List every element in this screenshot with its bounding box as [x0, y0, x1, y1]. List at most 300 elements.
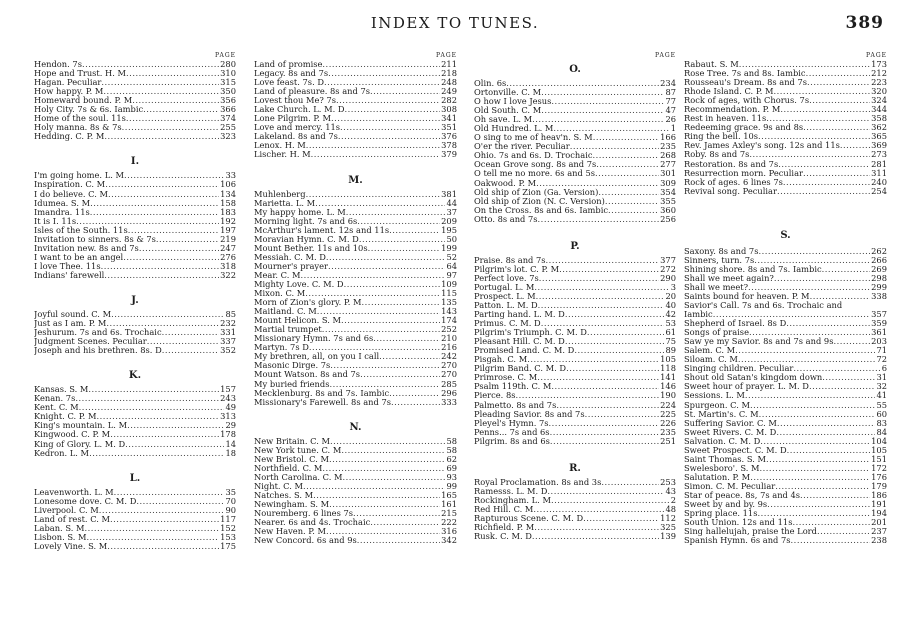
- page-ref: 311: [871, 168, 887, 178]
- leader-dots: [101, 262, 220, 271]
- page-ref: 152: [220, 523, 236, 533]
- index-entry: [684, 310, 887, 319]
- leader-dots: [329, 500, 440, 509]
- page-ref: 201: [871, 518, 887, 528]
- tune-title: Ortonville. C. M: [474, 88, 542, 98]
- index-entry: [254, 253, 457, 262]
- page-ref: 62: [446, 454, 457, 464]
- leader-dots: [110, 515, 219, 524]
- index-entry: [254, 307, 457, 316]
- leader-dots: [99, 506, 225, 515]
- page-ref: 18: [225, 448, 236, 458]
- tune-title: Lonesome dove. C. M. D: [34, 496, 137, 506]
- index-entry: [474, 319, 676, 328]
- tune-title: Portugal. L. M: [474, 282, 535, 292]
- leader-dots: [533, 505, 664, 514]
- leader-dots: [534, 523, 659, 532]
- tune-title: Prospect. L. M: [474, 291, 536, 301]
- page-ref: 235: [660, 142, 676, 152]
- page-ref: 234: [660, 79, 676, 88]
- entry-group: [474, 256, 676, 446]
- entry-group: [34, 60, 236, 141]
- index-entry: [474, 97, 676, 106]
- page-ref: 83: [876, 418, 887, 428]
- tune-title: On the Cross. 8s and 6s. Iambic: [474, 205, 609, 215]
- tune-title: Sessions. L. M: [684, 391, 745, 401]
- leader-dots: [357, 536, 440, 545]
- leader-dots: [317, 307, 440, 316]
- leader-dots: [758, 247, 870, 256]
- index-entry: [474, 283, 676, 292]
- leader-dots: [556, 401, 659, 410]
- page-ref: [886, 301, 887, 310]
- leader-dots: [547, 487, 664, 496]
- index-entry: [254, 96, 457, 105]
- tune-title: Martyn. 7s D: [254, 343, 309, 353]
- index-entry: [34, 69, 236, 78]
- leader-dots: [309, 343, 440, 352]
- index-entry: [684, 391, 887, 400]
- tune-title: How happy. P. M: [34, 87, 104, 97]
- leader-dots: [774, 87, 871, 96]
- leader-dots: [595, 169, 659, 178]
- page-ref: 337: [220, 337, 236, 347]
- tune-title: Promised Land. C. M. D: [474, 346, 575, 356]
- index-entry: [474, 523, 676, 532]
- index-entry: [34, 403, 236, 412]
- leader-dots: [306, 141, 440, 150]
- leader-dots: [326, 253, 446, 262]
- leader-dots: [822, 373, 875, 382]
- index-entry: [34, 497, 236, 506]
- tune-title: Shining shore. 8s and 7s. Iambic: [684, 264, 822, 274]
- page-ref: 298: [871, 273, 887, 283]
- page-ref: 224: [660, 400, 676, 410]
- index-entry: [684, 69, 887, 78]
- tune-title: Rose Tree. 7s and 8s. Iambic: [684, 69, 806, 79]
- index-entry: [684, 160, 887, 169]
- section-letter: M.: [348, 174, 363, 186]
- index-entry: [254, 208, 457, 217]
- tune-title: Home of the soul. 11s: [34, 114, 126, 124]
- leader-dots: [370, 87, 440, 96]
- tune-title: Jeshurum. 7s and 6s. Trochaic: [34, 328, 162, 338]
- page-ref: 243: [220, 394, 236, 404]
- tune-title: North Carolina. C. M: [254, 472, 343, 482]
- tune-title: Masonic Dirge. 7s: [254, 361, 331, 371]
- leader-dots: [745, 391, 876, 400]
- index-entry: [474, 79, 676, 88]
- index-entry: [34, 524, 236, 533]
- index-entry: [474, 478, 676, 487]
- tune-title: Ramesss. L. M. D: [474, 486, 548, 496]
- leader-dots: [587, 328, 665, 337]
- section-letter: J.: [131, 294, 139, 306]
- index-entry: [474, 437, 676, 446]
- leader-dots: [147, 337, 219, 346]
- page-ref: 90: [225, 505, 236, 515]
- index-entry: [684, 446, 887, 455]
- leader-dots: [749, 328, 870, 337]
- page-ref: 377: [660, 255, 676, 265]
- index-entry: [684, 319, 887, 328]
- page-ref: 316: [441, 527, 457, 537]
- page-ref: 331: [220, 328, 236, 338]
- tune-title: Sinners, turn. 7s: [684, 255, 755, 265]
- page-column-header: PAGE: [436, 52, 457, 59]
- tune-title: Lake Church. L. M. D: [254, 105, 345, 115]
- page-ref: 47: [665, 106, 676, 116]
- leader-dots: [776, 428, 875, 437]
- index-entry: [684, 328, 887, 337]
- index-entry: [474, 292, 676, 301]
- index-entry: [474, 169, 676, 178]
- leader-dots: [89, 449, 224, 458]
- leader-dots: [359, 235, 446, 244]
- tune-title: Rest in heaven. 11s: [684, 114, 767, 124]
- tune-title: Hagan. Peculiar: [34, 78, 102, 88]
- tune-title: Maitland. C. M: [254, 307, 317, 317]
- tune-title: My brethren, all, on you I call: [254, 352, 380, 362]
- leader-dots: [106, 319, 219, 328]
- leader-dots: [162, 346, 219, 355]
- page-ref: 253: [660, 477, 676, 487]
- index-entry: [684, 509, 887, 518]
- section-letter: K.: [128, 370, 142, 382]
- index-entry: [34, 217, 236, 226]
- leader-dots: [124, 171, 224, 180]
- tune-title: Nouremberg. 6 lines 7s: [254, 509, 354, 519]
- page-ref: 42: [665, 310, 676, 320]
- page-ref: 158: [220, 198, 236, 208]
- leader-dots: [330, 361, 440, 370]
- index-entry: [684, 428, 887, 437]
- section-letter: L.: [129, 472, 141, 484]
- leader-dots: [389, 226, 440, 235]
- leader-dots: [136, 497, 224, 506]
- leader-dots: [767, 500, 870, 509]
- index-entry: [684, 187, 887, 196]
- page-ref: 33: [225, 171, 236, 181]
- index-entry: [34, 488, 236, 497]
- index-entry: [474, 337, 676, 346]
- tune-title: Night. C. M: [254, 481, 303, 491]
- leader-dots: [79, 403, 225, 412]
- index-entry: [254, 244, 457, 253]
- tune-title: Joseph and his brethren. 8s. D: [34, 346, 162, 356]
- page-ref: 197: [220, 225, 236, 235]
- tune-title: Shout old Satan's kingdom down: [684, 373, 823, 383]
- leader-dots: [322, 325, 440, 334]
- leader-dots: [125, 440, 224, 449]
- tune-title: Indians' farewell: [34, 270, 105, 280]
- page-ref: 269: [871, 264, 887, 274]
- index-entry: [34, 506, 236, 515]
- tune-title: It is I. 11s: [34, 216, 77, 226]
- page-ref: 242: [441, 352, 457, 362]
- leader-dots: [362, 298, 441, 307]
- page-ref: 215: [441, 509, 457, 519]
- page-number: 389: [845, 13, 884, 33]
- tune-title: Saint Thomas. S. M: [684, 454, 766, 464]
- tune-title: Kedron. L. M: [34, 448, 90, 458]
- leader-dots: [713, 310, 870, 319]
- leader-dots: [739, 60, 870, 69]
- tune-title: Shall we meet again?: [684, 273, 774, 283]
- leader-dots: [340, 123, 440, 132]
- index-entry: [254, 473, 457, 482]
- index-entry: [34, 262, 236, 271]
- page-ref: 333: [441, 397, 457, 407]
- entry-group: [254, 60, 457, 160]
- page-ref: 166: [660, 133, 676, 143]
- index-entry: [34, 346, 236, 355]
- tune-title: Holy City. 7s & 6s. Iambic: [34, 105, 144, 115]
- tune-title: Lenox. H. M: [254, 141, 306, 151]
- page-ref: 218: [441, 69, 457, 79]
- index-entry: [34, 235, 236, 244]
- page-ref: 222: [441, 518, 457, 528]
- leader-dots: [76, 217, 219, 226]
- page-ref: 195: [441, 225, 457, 235]
- index-entry: [34, 421, 236, 430]
- index-entry: [474, 346, 676, 355]
- leader-dots: [324, 78, 440, 87]
- page-ref: 69: [446, 463, 457, 473]
- page-ref: 299: [871, 282, 887, 292]
- page-ref: 280: [220, 60, 236, 69]
- tune-title: Redeeming grace. 9s and 8s: [684, 123, 804, 133]
- index-entry: [474, 160, 676, 169]
- tune-title: Missionary's Farewell. 8s and 7s: [254, 397, 391, 407]
- index-entry: [684, 455, 887, 464]
- tune-title: Knight. C. P. M: [34, 412, 97, 422]
- index-entry: [474, 419, 676, 428]
- index-entry: [254, 262, 457, 271]
- page-ref: 254: [871, 186, 887, 196]
- leader-dots: [353, 509, 440, 518]
- tune-title: Oh save. L. M: [474, 115, 533, 125]
- page-ref: 282: [441, 96, 457, 106]
- leader-dots: [315, 199, 445, 208]
- page-ref: 178: [220, 430, 236, 440]
- leader-dots: [343, 473, 446, 482]
- page-ref: 109: [441, 279, 457, 289]
- index-entry: [474, 487, 676, 496]
- tune-title: Lovest thou Me? 7s: [254, 96, 337, 106]
- index-entry: [254, 352, 457, 361]
- page-ref: 356: [220, 96, 236, 106]
- leader-dots: [82, 60, 219, 69]
- tune-title: Palmetto. 8s and 7s: [474, 400, 557, 410]
- page-ref: 212: [871, 69, 887, 79]
- tune-title: Revival song. Peculiar: [684, 186, 777, 196]
- page-ref: 255: [220, 123, 236, 133]
- page-ref: 49: [225, 403, 236, 413]
- index-entry: [254, 226, 457, 235]
- page-ref: 281: [871, 159, 887, 169]
- page-ref: 35: [225, 487, 236, 497]
- page-ref: 3: [670, 282, 676, 292]
- page-ref: 32: [876, 382, 887, 392]
- index-entry: [474, 505, 676, 514]
- leader-dots: [565, 310, 665, 319]
- tune-title: Praise. 8s and 7s: [474, 255, 546, 265]
- tune-title: South Union. 12s and 11s: [684, 518, 793, 528]
- tune-title: Land of rest. C. M: [34, 514, 111, 524]
- page-ref: 344: [871, 105, 887, 115]
- index-entry: [254, 114, 457, 123]
- index-entry: [684, 274, 887, 283]
- index-entry: [684, 256, 887, 265]
- page-ref: 203: [871, 337, 887, 347]
- tune-title: New Britain. C. M: [254, 436, 331, 446]
- entry-group: [474, 79, 676, 224]
- page-ref: 112: [660, 513, 676, 523]
- index-entry: [254, 60, 457, 69]
- index-entry: [684, 265, 887, 274]
- page-ref: 115: [441, 289, 457, 299]
- tune-title: Royal Proclamation. 8s and 3s: [474, 477, 602, 487]
- index-entry: [474, 124, 676, 133]
- tune-title: Northfield. C. M: [254, 463, 323, 473]
- page-ref: 301: [660, 169, 676, 179]
- leader-dots: [126, 69, 219, 78]
- page-ref: 87: [665, 88, 676, 98]
- leader-dots: [793, 364, 880, 373]
- index-entry: [34, 132, 236, 141]
- tune-title: Salutation. P. M: [684, 472, 751, 482]
- index-entry: [474, 373, 676, 382]
- leader-dots: [328, 262, 445, 271]
- tune-title: I do believe. C. M: [34, 189, 108, 199]
- page-ref: 240: [871, 177, 887, 187]
- tune-title: Leavenworth. L. M: [34, 487, 114, 497]
- tune-title: Recommendation. P. M: [684, 105, 781, 115]
- index-entry: [474, 355, 676, 364]
- leader-dots: [791, 536, 871, 545]
- tune-title: Kingwood. C. P. M: [34, 430, 111, 440]
- leader-dots: [760, 464, 871, 473]
- index-entry: [474, 151, 676, 160]
- leader-dots: [75, 394, 219, 403]
- page-ref: 318: [220, 261, 236, 271]
- leader-dots: [532, 532, 659, 541]
- page-ref: 361: [871, 328, 887, 338]
- page-ref: 360: [660, 205, 676, 215]
- page-ref: 355: [660, 196, 676, 206]
- index-entry: [684, 114, 887, 123]
- index-column-3: [474, 51, 676, 541]
- leader-dots: [303, 482, 445, 491]
- page-ref: 104: [871, 436, 887, 446]
- leader-dots: [301, 271, 446, 280]
- tune-title: I'm going home. L. M: [34, 171, 124, 181]
- tune-title: Spring place. 11s: [684, 509, 758, 519]
- index-column-2: [254, 51, 457, 545]
- tune-title: Pleading Savior. 8s and 7s: [474, 409, 585, 419]
- leader-dots: [123, 253, 219, 262]
- leader-dots: [85, 524, 220, 533]
- leader-dots: [107, 542, 219, 551]
- index-entry: [34, 171, 236, 180]
- tune-title: Messiah. C. M. D: [254, 252, 326, 262]
- page-ref: 310: [220, 69, 236, 79]
- index-entry: [34, 87, 236, 96]
- tune-title: New York tune. C. M: [254, 445, 342, 455]
- index-entry: [34, 244, 236, 253]
- tune-title: My buried friends: [254, 379, 330, 389]
- leader-dots: [538, 301, 665, 310]
- index-entry: [474, 428, 676, 437]
- tune-title: Imandra. 11s: [34, 207, 90, 217]
- tune-title: St. Martin's. C. M: [684, 409, 759, 419]
- page-ref: 315: [220, 78, 236, 88]
- page-ref: 320: [871, 87, 887, 97]
- page-ref: 225: [660, 409, 676, 419]
- leader-dots: [336, 96, 440, 105]
- tune-title: Martial trumpet: [254, 325, 322, 335]
- page-ref: 58: [446, 445, 457, 455]
- index-entry: [34, 190, 236, 199]
- index-entry: [254, 271, 457, 280]
- index-entry: [34, 440, 236, 449]
- leader-dots: [777, 187, 870, 196]
- tune-title: Singing children. Peculiar: [684, 364, 794, 374]
- tune-title: Old ship of Zion (N. C. Version): [474, 196, 605, 206]
- index-entry: [474, 532, 676, 541]
- page-ref: 40: [665, 300, 676, 310]
- page-ref: 374: [220, 114, 236, 124]
- tune-title: Penns... 7s and 6s: [474, 427, 550, 437]
- leader-dots: [122, 123, 219, 132]
- page-ref: 248: [441, 78, 457, 88]
- page-ref: 157: [220, 385, 236, 395]
- leader-dots: [550, 437, 659, 446]
- leader-dots: [840, 141, 870, 150]
- page-ref: 350: [220, 87, 236, 97]
- page-ref: 26: [665, 115, 676, 125]
- page-ref: 20: [665, 291, 676, 301]
- page-ref: 285: [441, 379, 457, 389]
- page-ref: 117: [220, 514, 236, 524]
- leader-dots: [322, 464, 445, 473]
- tune-title: Sweet Prospect. C. M. D: [684, 445, 787, 455]
- page-ref: 89: [665, 346, 676, 356]
- index-entry: [474, 410, 676, 419]
- leader-dots: [329, 455, 445, 464]
- leader-dots: [527, 355, 659, 364]
- tune-title: Isles of the South. 11s: [34, 225, 128, 235]
- page-ref: 270: [441, 370, 457, 380]
- leader-dots: [539, 274, 659, 283]
- tune-title: My happy home. L. M: [254, 207, 346, 217]
- index-entry: [34, 412, 236, 421]
- page-ref: 50: [446, 234, 457, 244]
- leader-dots: [806, 69, 871, 78]
- entry-group: [474, 478, 676, 541]
- index-entry: [474, 188, 676, 197]
- index-entry: [254, 491, 457, 500]
- leader-dots: [786, 319, 870, 328]
- tune-title: Primrose. C. M: [474, 373, 538, 383]
- page-ref: 183: [220, 207, 236, 217]
- leader-dots: [103, 87, 219, 96]
- index-entry: [684, 401, 887, 410]
- tune-title: Savior's Call. 7s and 6s. Trochaic and: [684, 300, 843, 310]
- index-entry: [254, 380, 457, 389]
- tune-title: Psalm 119th. C. M: [474, 382, 552, 392]
